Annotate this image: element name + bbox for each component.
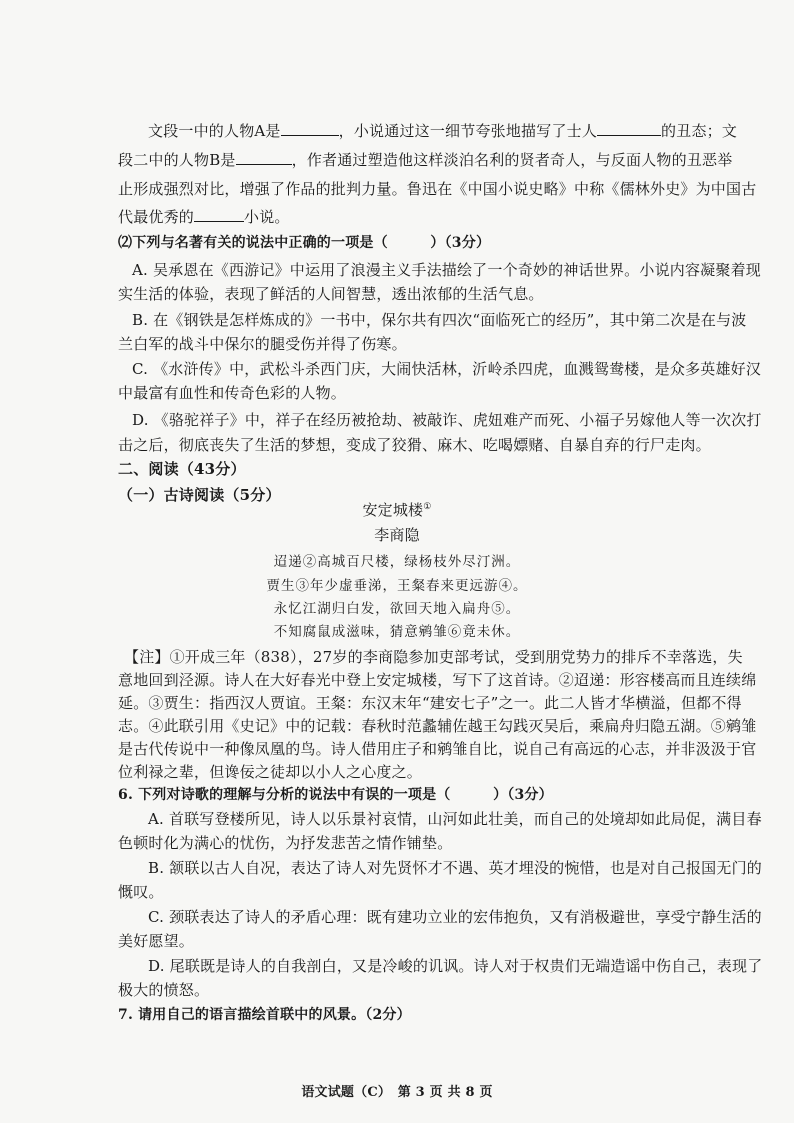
q6-option-d[interactable]: D. 尾联既是诗人的自我剖白，又是冷峻的讥讽。诗人对于权贵们无端造谣中伤自己，表现了 (148, 957, 763, 975)
q2-option-c-cont: 中最富有血性和传奇色彩的人物。 (118, 384, 347, 402)
q7-stem: 7. 请用自己的语言描绘首联中的风景。（2分） (118, 1007, 411, 1023)
q6-option-b[interactable]: B. 颔联以古人自况，表达了诗人对先贤怀才不遇、英才埋没的惋惜，也是对自己报国无门的 (148, 859, 762, 877)
blank-2[interactable] (597, 121, 661, 136)
q6-option-d-cont: 极大的愤怒。 (118, 981, 210, 999)
q6-option-c[interactable]: C. 颈联表达了诗人的矛盾心理：既有建功立业的宏伟抱负，又有消极避世，享受宁静生活的 (148, 908, 762, 926)
poem-line-1: 迢递②高城百尺楼，绿杨枝外尽汀洲。 (273, 554, 521, 570)
q6-option-a[interactable]: A. 首联写登楼所见，诗人以乐景衬哀情，山河如此壮美，而自己的处境却如此局促，满目春 (148, 810, 762, 828)
blank-3[interactable] (236, 150, 292, 165)
q6-option-c-cont: 美好愿望。 (118, 932, 195, 950)
note-line-4: 志。④此联引用《史记》中的记载：春秋时范蠡辅佐越王勾践灭吴后，乘扁舟归隐五湖。⑤鹓雏 (118, 717, 757, 735)
q2-option-c[interactable]: C. 《水浒传》中，武松斗杀西门庆，大闹快活林，沂岭杀四虎，血溅鸳鸯楼，是众多英雄好汉 (132, 360, 762, 378)
poem-title: 安定城楼① (362, 501, 432, 519)
note-line-6: 位利禄之辈，但谗佞之徒却以小人之心度之。 (118, 763, 423, 781)
page-footer: 语文试题（C） 第 3 页 共 8 页 (301, 1085, 493, 1100)
q6-stem: 6. 下列对诗歌的理解与分析的说法中有误的一项是（ ）（3分） (118, 787, 553, 803)
q2-option-b-cont: 兰白军的战斗中保尔的腿受伤并得了伤寒。 (118, 335, 407, 353)
fill-line-1: 文段一中的人物A是 ，小说通过这一细节夸张地描写了士人 的丑态；文 (148, 122, 738, 140)
q6-option-b-cont: 慨叹。 (118, 883, 164, 901)
q2-option-a[interactable]: A. 吴承恩在《西游记》中运用了浪漫主义手法描绘了一个奇妙的神话世界。小说内容凝聚着现 (132, 261, 761, 279)
fill-line-2: 段二中的人物B是 ，作者通过塑造他这样淡泊名利的贤者奇人，与反面人物的丑恶举 (118, 151, 733, 169)
blank-1[interactable] (281, 121, 339, 136)
note-line-2: 意地回到泾源。诗人在大好春光中登上安定城楼，写下了这首诗。②迢递：形容楼高而且连续绵 (118, 671, 757, 689)
subsection-poem-heading: （一）古诗阅读（5分） (118, 486, 281, 504)
poem-line-3: 永忆江湖归白发，欲回天地入扁舟⑤。 (273, 601, 521, 617)
q2-option-a-cont: 实生活的体验，表现了鲜活的人间智慧，透出浓郁的生活气息。 (118, 285, 544, 303)
poem-line-4: 不知腐鼠成滋味，猜意鹓雏⑥竟未休。 (273, 624, 521, 640)
note-line-1: 【注】①开成三年（838），27岁的李商隐参加吏部考试，受到朋党势力的排斥不幸落选，失 (124, 648, 743, 666)
blank-4[interactable] (194, 207, 244, 222)
note-line-5: 是古代传说中一种像凤凰的鸟。诗人借用庄子和鹓雏自比，说自己有高远的心志，并非汲汲于官 (118, 740, 757, 758)
note-line-3: 延。③贾生：指西汉人贾谊。王粲：东汉末年“建安七子”之一。此二人皆才华横溢，但都不得 (118, 694, 742, 712)
fill-line-4: 代最优秀的 小说。 (118, 208, 290, 226)
poem-author: 李商隐 (374, 526, 420, 544)
fill-line-3: 止形成强烈对比，增强了作品的批判力量。鲁迅在《中国小说史略》中称《儒林外史》为中国古 (118, 180, 757, 198)
q2-option-d-cont: 击之后，彻底丧失了生活的梦想，变成了狡猾、麻木、吃喝嫖赌、自暴自弃的行尸走肉。 (118, 436, 711, 454)
section-reading-heading: 二、阅读（43分） (118, 460, 246, 478)
q6-option-a-cont: 色顿时化为满心的忧伤，为抒发悲苦之情作铺垫。 (118, 834, 453, 852)
poem-line-2: 贾生③年少虚垂涕，王粲春来更远游④。 (266, 578, 528, 594)
q2-option-b[interactable]: B. 在《钢铁是怎样炼成的》一书中，保尔共有四次“面临死亡的经历”，其中第二次是在与波 (132, 311, 747, 329)
q2-stem: ⑵下列与名著有关的说法中正确的一项是（ ）（3分） (118, 235, 491, 251)
q2-option-d[interactable]: D. 《骆驼祥子》中，祥子在经历被抢劫、被敲诈、虎妞难产而死、小福子另嫁他人等一次次打 (132, 411, 762, 429)
